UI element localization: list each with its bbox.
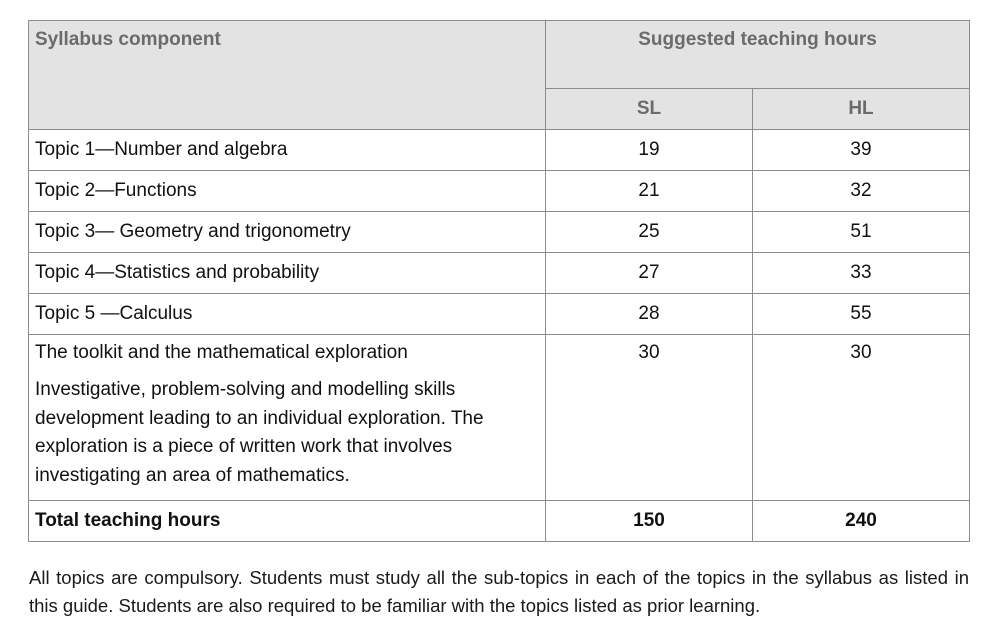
hl-hours: 33 [753, 253, 970, 294]
sl-hours: 27 [546, 253, 753, 294]
table-row [29, 253, 970, 294]
sl-hours: 21 [546, 171, 753, 212]
topic-name: Topic 5 —Calculus [29, 294, 546, 335]
toolkit-description: Investigative, problem-solving and modelling skills development leading to an individual exploration. The exploration is a piece of written work that involves investigating an area of mathematics. [35, 379, 484, 486]
topic-name: Topic 2—Functions [29, 171, 546, 212]
sl-hours: 25 [546, 212, 753, 253]
sl-hours: 28 [546, 294, 753, 335]
total-sl-hours: 150 [546, 501, 753, 542]
topic-name: Topic 1—Number and algebra [29, 130, 546, 171]
total-row [29, 501, 970, 542]
compulsory-note: All topics are compulsory. Students must study all the sub-topics in each of the topics in the syllabus as listed in this guide. Students are also required to be familiar with the topics listed as prior learning. [29, 566, 969, 616]
header-hl: HL [753, 89, 970, 130]
hl-hours: 55 [753, 294, 970, 335]
toolkit-cell [29, 335, 546, 501]
table-row [29, 212, 970, 253]
table-row [29, 294, 970, 335]
toolkit-title: The toolkit and the mathematical exploration [35, 342, 408, 363]
toolkit-row [29, 335, 970, 501]
hl-hours: 51 [753, 212, 970, 253]
table-header-row [29, 21, 970, 89]
header-sl: SL [546, 89, 753, 130]
toolkit-hl-hours: 30 [753, 335, 970, 501]
teaching-hours-table [28, 20, 970, 542]
total-hl-hours: 240 [753, 501, 970, 542]
topic-name: Topic 3— Geometry and trigonometry [29, 212, 546, 253]
topic-name: Topic 4—Statistics and probability [29, 253, 546, 294]
table-row [29, 130, 970, 171]
toolkit-sl-hours: 30 [546, 335, 753, 501]
total-label: Total teaching hours [29, 501, 546, 542]
header-syllabus-component: Syllabus component [29, 21, 546, 130]
hl-hours: 32 [753, 171, 970, 212]
hl-hours: 39 [753, 130, 970, 171]
header-suggested-teaching-hours: Suggested teaching hours [546, 21, 970, 89]
sl-hours: 19 [546, 130, 753, 171]
table-row [29, 171, 970, 212]
